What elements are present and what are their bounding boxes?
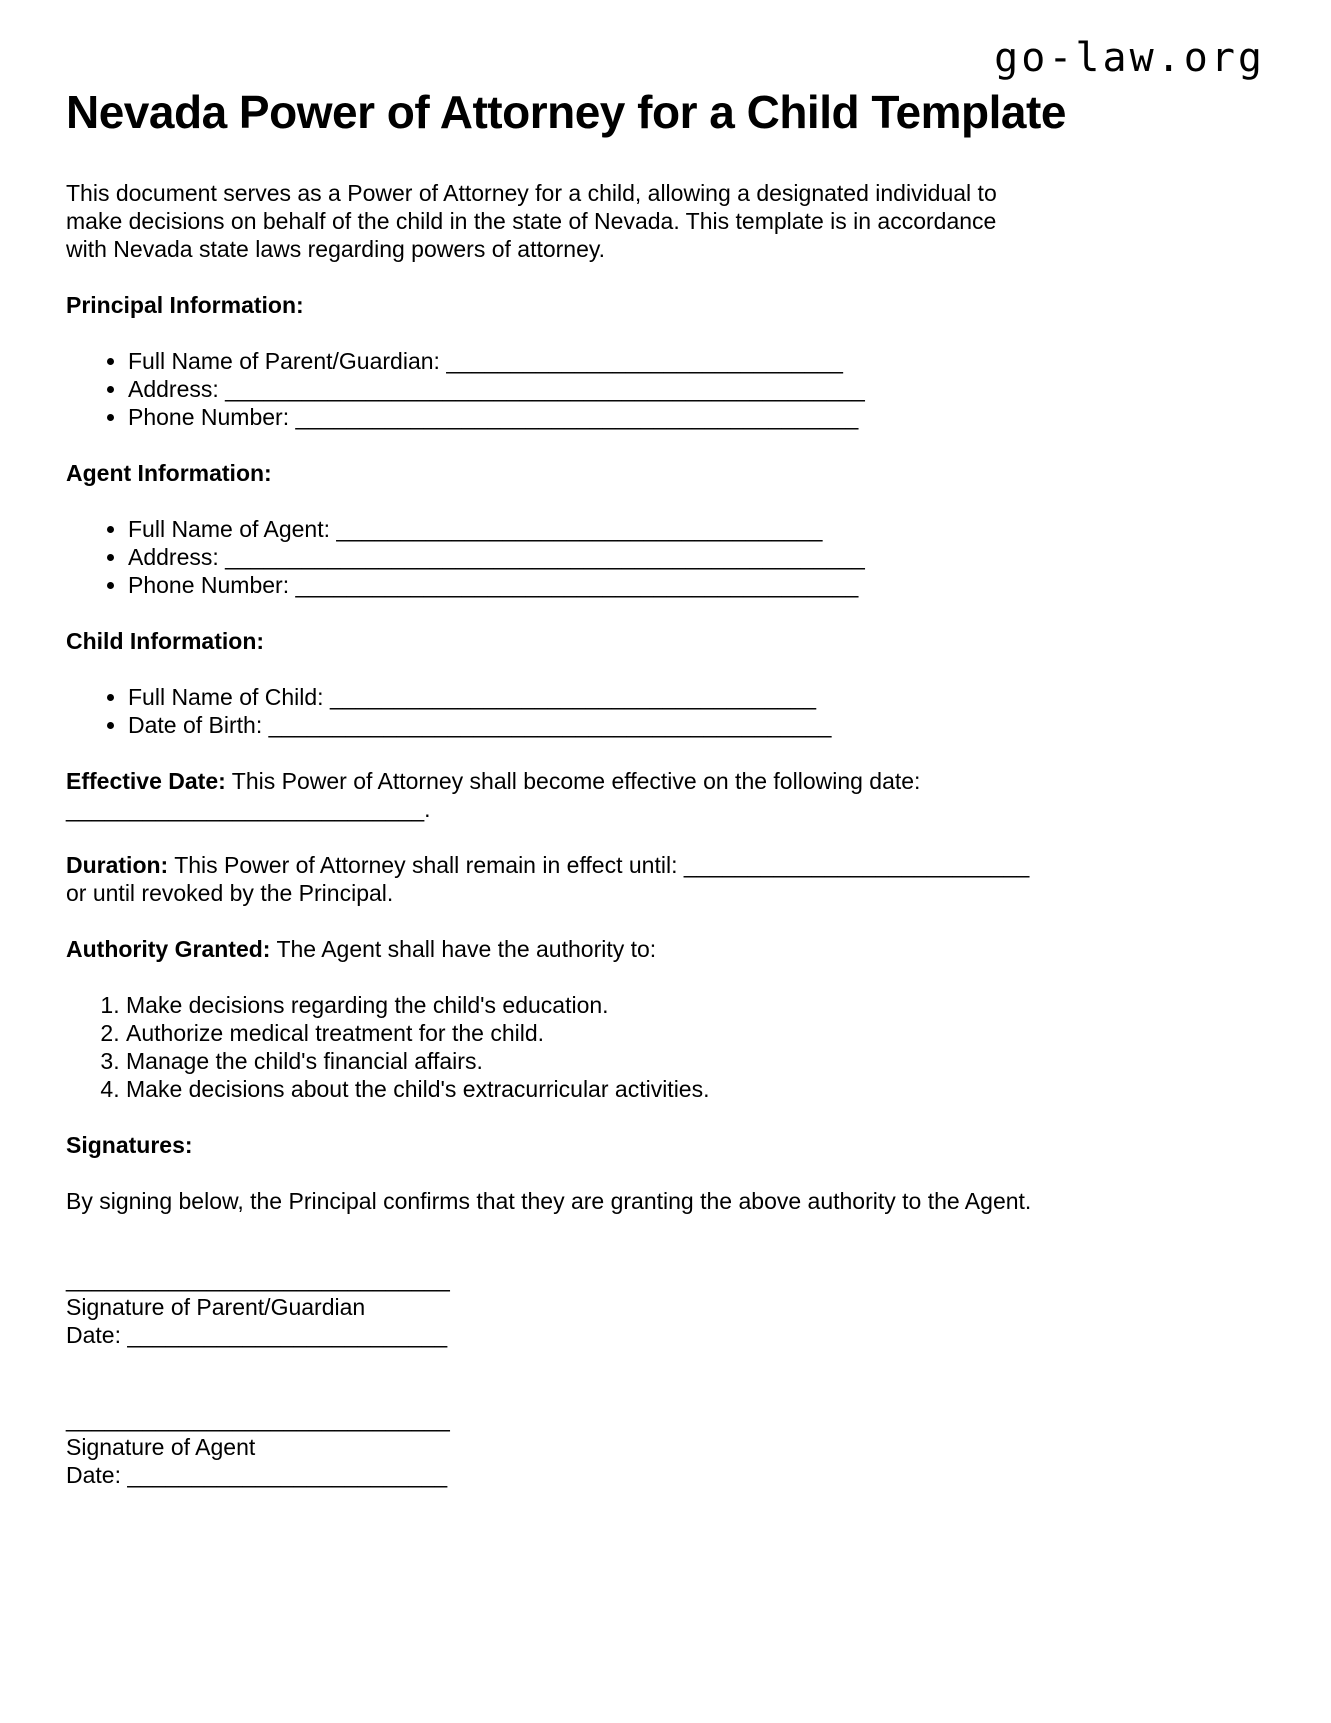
fill-in-blank: ____________________________________________	[295, 572, 859, 598]
field-principal-phone	[128, 403, 1265, 431]
field-label: Phone Number:	[128, 572, 290, 598]
fill-in-blank: _________________________	[127, 1462, 448, 1488]
principal-field-list	[66, 347, 1265, 431]
signature-date-row	[66, 1321, 1265, 1349]
field-agent-name	[128, 515, 1265, 543]
field-label: Full Name of Child:	[128, 684, 324, 710]
signature-line: ______________________________	[66, 1266, 450, 1292]
field-child-name	[128, 683, 1265, 711]
agent-field-list	[66, 515, 1265, 599]
fill-in-blank: ______________________________________	[336, 516, 823, 542]
fill-in-blank: ____________________________	[66, 796, 425, 822]
duration-text: This Power of Attorney shall remain in effect until:	[174, 852, 678, 878]
duration-tail: or until revoked by the Principal.	[66, 880, 394, 906]
signatures-note: By signing below, the Principal confirms that they are granting the above authority to the Agent.	[66, 1188, 1032, 1214]
field-label: Address:	[128, 544, 219, 570]
authority-item: 4. Make decisions about the child's extracurricular activities.	[126, 1075, 1265, 1103]
fill-in-blank: ____________________________________________	[268, 712, 832, 738]
child-section-heading: Child Information:	[66, 628, 265, 654]
field-agent-address	[128, 543, 1265, 571]
signature-label: Signature of Agent	[66, 1434, 256, 1460]
fill-in-blank: ____________________________________________	[295, 404, 859, 430]
field-label: Full Name of Agent:	[128, 516, 330, 542]
document-title: Nevada Power of Attorney for a Child Template	[66, 86, 1066, 138]
fill-in-blank: __________________________________________________	[225, 544, 865, 570]
field-label: Phone Number:	[128, 404, 290, 430]
principal-section-heading: Principal Information:	[66, 292, 304, 318]
field-principal-name	[128, 347, 1265, 375]
date-label: Date:	[66, 1462, 121, 1488]
authority-item: 3. Manage the child's financial affairs.	[126, 1047, 1265, 1075]
authority-lead: Authority Granted:	[66, 936, 271, 962]
parent-signature-block	[66, 1265, 1265, 1349]
authority-list	[66, 991, 1265, 1103]
fill-in-blank: __________________________________________________	[225, 376, 865, 402]
field-agent-phone	[128, 571, 1265, 599]
effective-date-period: .	[424, 796, 431, 822]
signature-date-row	[66, 1461, 1265, 1489]
fill-in-blank: _________________________	[127, 1322, 448, 1348]
authority-item: 1. Make decisions regarding the child's education.	[126, 991, 1265, 1019]
authority-item: 2. Authorize medical treatment for the child.	[126, 1019, 1265, 1047]
effective-date-lead: Effective Date:	[66, 768, 226, 794]
site-logo: go-law.org	[994, 35, 1265, 81]
fill-in-blank: ___________________________	[683, 852, 1030, 878]
signature-label: Signature of Parent/Guardian	[66, 1294, 366, 1320]
intro-paragraph: This document serves as a Power of Attorney for a child, allowing a designated individual to make decisions on behalf of the child in the state of Nevada. This template is in accordance with Nevada state laws regarding powers of attorney.	[66, 180, 997, 262]
field-child-dob	[128, 711, 1265, 739]
effective-date-clause	[66, 767, 1265, 823]
effective-date-text: This Power of Attorney shall become effective on the following date:	[231, 768, 921, 794]
child-field-list	[66, 683, 1265, 739]
field-label: Address:	[128, 376, 219, 402]
authority-text: The Agent shall have the authority to:	[276, 936, 657, 962]
fill-in-blank: _______________________________	[446, 348, 843, 374]
field-principal-address	[128, 375, 1265, 403]
date-label: Date:	[66, 1322, 121, 1348]
duration-clause	[66, 851, 1265, 907]
agent-signature-block	[66, 1405, 1265, 1489]
field-label: Date of Birth:	[128, 712, 263, 738]
authority-clause	[66, 935, 1265, 963]
duration-lead: Duration:	[66, 852, 169, 878]
agent-section-heading: Agent Information:	[66, 460, 272, 486]
fill-in-blank: ______________________________________	[329, 684, 817, 710]
signature-line: ______________________________	[66, 1406, 450, 1432]
signatures-section-heading: Signatures:	[66, 1132, 193, 1158]
field-label: Full Name of Parent/Guardian:	[128, 348, 440, 374]
